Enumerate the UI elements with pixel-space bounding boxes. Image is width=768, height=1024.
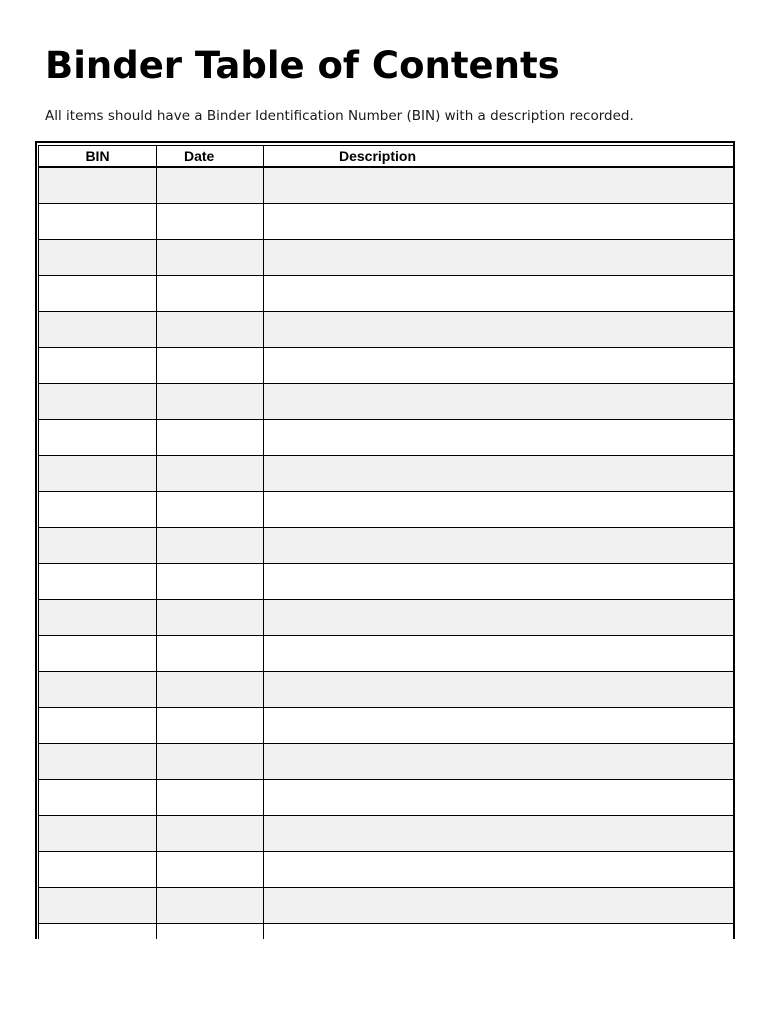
bin-cell[interactable] [39,852,157,888]
description-cell[interactable] [264,636,734,672]
table-row [39,924,734,940]
bin-cell[interactable] [39,240,157,276]
description-cell[interactable] [264,312,734,348]
table-row [39,348,734,384]
bin-cell[interactable] [39,420,157,456]
table-row [39,204,734,240]
description-cell[interactable] [264,852,734,888]
description-cell[interactable] [264,744,734,780]
date-cell[interactable] [157,167,264,204]
description-cell[interactable] [264,924,734,940]
table-row [39,276,734,312]
bin-cell[interactable] [39,564,157,600]
description-cell[interactable] [264,276,734,312]
date-cell[interactable] [157,708,264,744]
table-row [39,636,734,672]
bin-cell[interactable] [39,167,157,204]
bin-cell[interactable] [39,204,157,240]
table-row [39,492,734,528]
date-cell[interactable] [157,528,264,564]
bin-cell[interactable] [39,780,157,816]
date-cell[interactable] [157,924,264,940]
table-row [39,780,734,816]
table-row [39,888,734,924]
bin-cell[interactable] [39,312,157,348]
description-cell[interactable] [264,492,734,528]
table-row [39,384,734,420]
bin-cell[interactable] [39,348,157,384]
table-header-row [39,146,734,168]
date-cell[interactable] [157,600,264,636]
date-cell[interactable] [157,492,264,528]
table-row [39,528,734,564]
description-cell[interactable] [264,456,734,492]
description-cell[interactable] [264,564,734,600]
table-row [39,420,734,456]
description-cell[interactable] [264,384,734,420]
table-body [39,167,734,939]
date-cell[interactable] [157,780,264,816]
date-cell[interactable] [157,456,264,492]
toc-table [38,145,734,939]
bin-cell[interactable] [39,636,157,672]
table-row [39,456,734,492]
description-cell[interactable] [264,600,734,636]
bin-cell[interactable] [39,744,157,780]
description-cell[interactable] [264,348,734,384]
column-header-bin: BIN [39,146,157,168]
table-row [39,672,734,708]
bin-cell[interactable] [39,888,157,924]
table-row [39,564,734,600]
date-cell[interactable] [157,240,264,276]
bin-cell[interactable] [39,384,157,420]
table-row [39,816,734,852]
bin-cell[interactable] [39,816,157,852]
column-header-date: Date [157,146,264,168]
date-cell[interactable] [157,564,264,600]
table-row [39,312,734,348]
date-cell[interactable] [157,816,264,852]
bin-cell[interactable] [39,600,157,636]
column-header-description: Description [264,146,734,168]
toc-table-frame [35,141,735,939]
table-row [39,708,734,744]
bin-cell[interactable] [39,528,157,564]
table-row [39,744,734,780]
bin-cell[interactable] [39,708,157,744]
description-cell[interactable] [264,528,734,564]
description-cell[interactable] [264,240,734,276]
date-cell[interactable] [157,312,264,348]
bin-cell[interactable] [39,672,157,708]
table-row [39,167,734,204]
description-cell[interactable] [264,167,734,204]
instructions-text: All items should have a Binder Identification Number (BIN) with a description recorded. [45,108,634,124]
table-row [39,240,734,276]
table-row [39,852,734,888]
description-cell[interactable] [264,672,734,708]
date-cell[interactable] [157,852,264,888]
date-cell[interactable] [157,204,264,240]
date-cell[interactable] [157,636,264,672]
bin-cell[interactable] [39,492,157,528]
bin-cell[interactable] [39,276,157,312]
description-cell[interactable] [264,816,734,852]
date-cell[interactable] [157,384,264,420]
description-cell[interactable] [264,780,734,816]
description-cell[interactable] [264,708,734,744]
date-cell[interactable] [157,420,264,456]
date-cell[interactable] [157,888,264,924]
table-row [39,600,734,636]
date-cell[interactable] [157,672,264,708]
description-cell[interactable] [264,888,734,924]
date-cell[interactable] [157,276,264,312]
bin-cell[interactable] [39,456,157,492]
page-title: Binder Table of Contents [45,44,560,87]
description-cell[interactable] [264,204,734,240]
date-cell[interactable] [157,744,264,780]
description-cell[interactable] [264,420,734,456]
bin-cell[interactable] [39,924,157,940]
date-cell[interactable] [157,348,264,384]
